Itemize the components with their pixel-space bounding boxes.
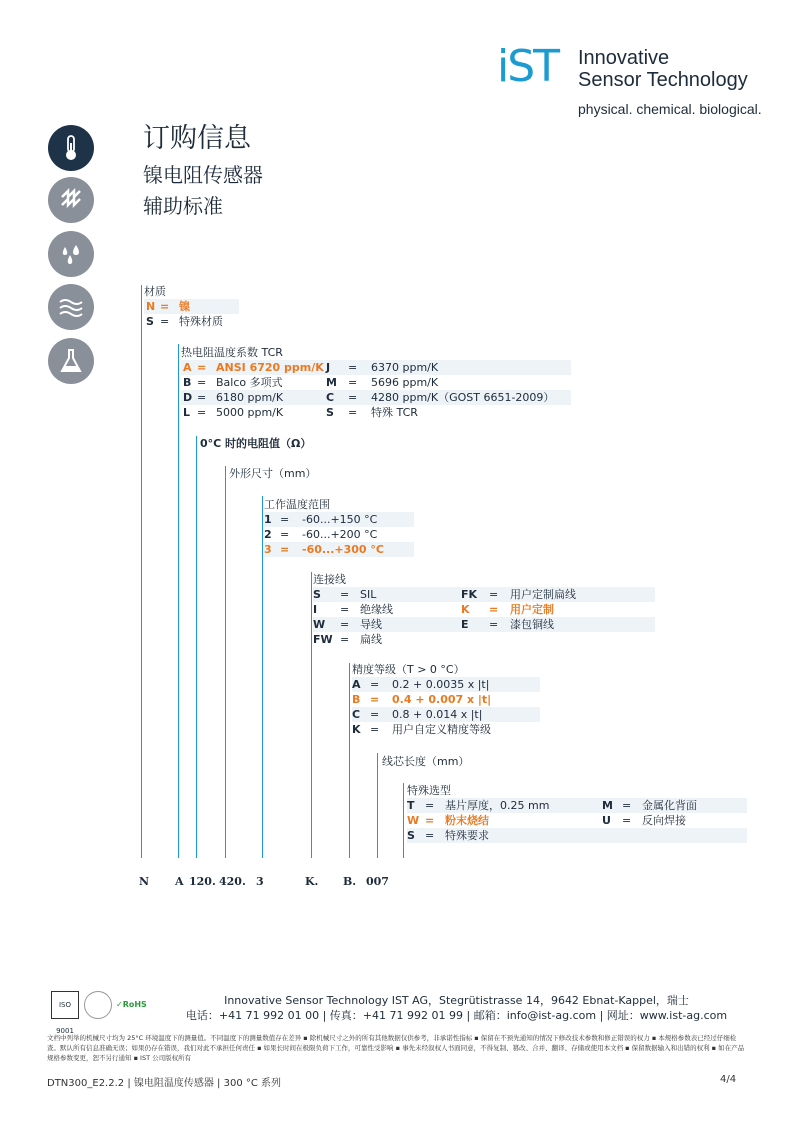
tree-line-material: [141, 285, 142, 858]
option-row: W = 导线 E = 漆包铜线: [313, 617, 655, 632]
tree-line-wire: [311, 572, 312, 858]
section-tcr: 热电阻温度系数 TCR A = ANSI 6720 ppm/K J = 6370 ppm/K B = Balco 多项式 M = 5696 ppm/K D = 6180 ppm/K C = 4280 ppm/K（GOST 6651-2009） L = 5000 ppm/K S = 特殊 TCR: [181, 345, 571, 420]
option-row: FW = 扁线: [313, 633, 382, 646]
option-row: A = ANSI 6720 ppm/K J = 6370 ppm/K: [181, 360, 571, 375]
option-row: D = 6180 ppm/K C = 4280 ppm/K（GOST 6651-2009）: [181, 390, 571, 405]
section-dimensions: 外形尺寸（mm）: [229, 467, 317, 480]
order-code-length: 007: [366, 875, 389, 888]
option-row: 1 = -60...+150 °C: [264, 512, 414, 527]
waves-icon: [48, 284, 94, 330]
flow-icon: [48, 177, 94, 223]
option-row: K = 用户自定义精度等级: [352, 723, 491, 736]
option-row: 3 = -60...+300 °C: [264, 542, 414, 557]
page-subtitle: 镍电阻传感器: [143, 163, 263, 187]
footer-disclaimer: 文档中列举的机械尺寸均为 25°C 环境温度下的测量值。不同温度下的测量数值存在差异 ▪ 除机械尺寸之外的所有其他数据仅供参考，非承诺性指标 ▪ 保留在不预先通知的情况下修改技术参数和修正错误的权力 ▪ 本规格参数表已经过仔细检查。默认所有信息准确无误；如果仍存在错误，我们对此不承担任何责任 ▪ 如果长时间在极限负荷下工作，可靠性受影响 ▪ 事先未经叙权人书面同意，不得复制、篡改、合并、翻译、存储或使用本文档 ▪ 保留数据输入和出错的权利 ▪ 如在产品规格参数变更，恕不另行通知 ▪ IST 公司版权所有: [47, 1034, 745, 1062]
option-row: S = SIL FK = 用户定制扁线: [313, 587, 655, 602]
page-number: 4/4: [720, 1074, 737, 1085]
company-tagline: physical. chemical. biological.: [578, 101, 762, 117]
section-special: 特殊选型 T = 基片厚度，0.25 mm M = 金属化背面 W = 粉末烧结 U = 反向焊接 S = 特殊要求: [407, 783, 747, 843]
order-code-temp: 3: [256, 875, 264, 888]
option-row: S = 特殊要求: [407, 828, 747, 843]
document-id: DTN300_E2.2.2 | 镍电阻温度传感器 | 300 °C 系列: [47, 1078, 282, 1089]
order-code-material: N: [139, 875, 150, 888]
page-subtitle-2: 辅助标准: [143, 194, 223, 218]
option-row: A = 0.2 + 0.0035 x |t|: [352, 677, 540, 692]
section-material: 材质 N = 镍 S = 特殊材质: [144, 284, 239, 329]
option-row: L = 5000 ppm/K S = 特殊 TCR: [183, 406, 418, 419]
option-row: W = 粉末烧结 U = 反向焊接: [407, 814, 686, 827]
flask-icon: [48, 338, 94, 384]
droplets-icon: [48, 231, 94, 277]
section-wire: 连接线 S = SIL FK = 用户定制扁线 I = 绝缘线 K = 用户定制 W = 导线 E = 漆包铜线 FW = 扁线: [313, 572, 655, 647]
page-title: 订购信息: [143, 123, 251, 154]
section-tolerance: 精度等级（T > 0 °C） A = 0.2 + 0.0035 x |t| B = 0.4 + 0.007 x |t| C = 0.8 + 0.014 x |t| K = 用户自定义精度等级: [352, 662, 540, 737]
option-row: N = 镍: [144, 299, 239, 314]
order-code-dimensions: 420.: [219, 875, 246, 888]
option-row: C = 0.8 + 0.014 x |t|: [352, 707, 540, 722]
tree-line-tolerance: [349, 663, 350, 858]
company-name: Innovative Sensor Technology: [578, 47, 748, 91]
section-temp-range: 工作温度范围 1 = -60...+150 °C 2 = -60...+200 °C 3 = -60...+300 °C: [264, 497, 414, 557]
option-row: 2 = -60...+200 °C: [264, 528, 378, 541]
order-code-wire: K.: [305, 875, 319, 888]
tree-line-resistance: [196, 436, 197, 858]
footer-company: Innovative Sensor Technology IST AG，Stegrütistrasse 14，9642 Ebnat-Kappel，瑞士: [224, 994, 689, 1007]
tree-line-length: [377, 753, 378, 858]
order-code-resistance: 120.: [189, 875, 216, 888]
tree-line-temp: [262, 496, 263, 858]
tree-line-special: [403, 783, 404, 858]
option-row: I = 绝缘线 K = 用户定制: [313, 603, 554, 616]
option-row: B = Balco 多项式 M = 5696 ppm/K: [183, 376, 439, 389]
tree-line-dimensions: [225, 466, 226, 858]
section-wire-length: 线芯长度（mm）: [382, 755, 470, 768]
option-row: S = 特殊材质: [146, 315, 223, 328]
thermometer-icon: [48, 125, 94, 171]
company-logo: iST: [497, 41, 559, 92]
tree-line-tcr: [178, 344, 179, 858]
option-row: B = 0.4 + 0.007 x |t|: [352, 693, 492, 706]
iso-cert-logo: ISO 9001: [51, 991, 79, 1019]
order-code-tcr: A: [175, 875, 184, 888]
section-resistance: 0°C 时的电阻值（Ω）: [200, 437, 312, 450]
option-row: T = 基片厚度，0.25 mm M = 金属化背面: [407, 798, 747, 813]
rohs-logo: ✓RoHS: [116, 1000, 147, 1009]
footer-contact: 电话：+41 71 992 01 00 | 传真：+41 71 992 01 99 | 邮箱：info@ist-ag.com | 网址：www.ist-ag.com: [185, 1009, 728, 1022]
order-code-tolerance: B.: [343, 875, 357, 888]
